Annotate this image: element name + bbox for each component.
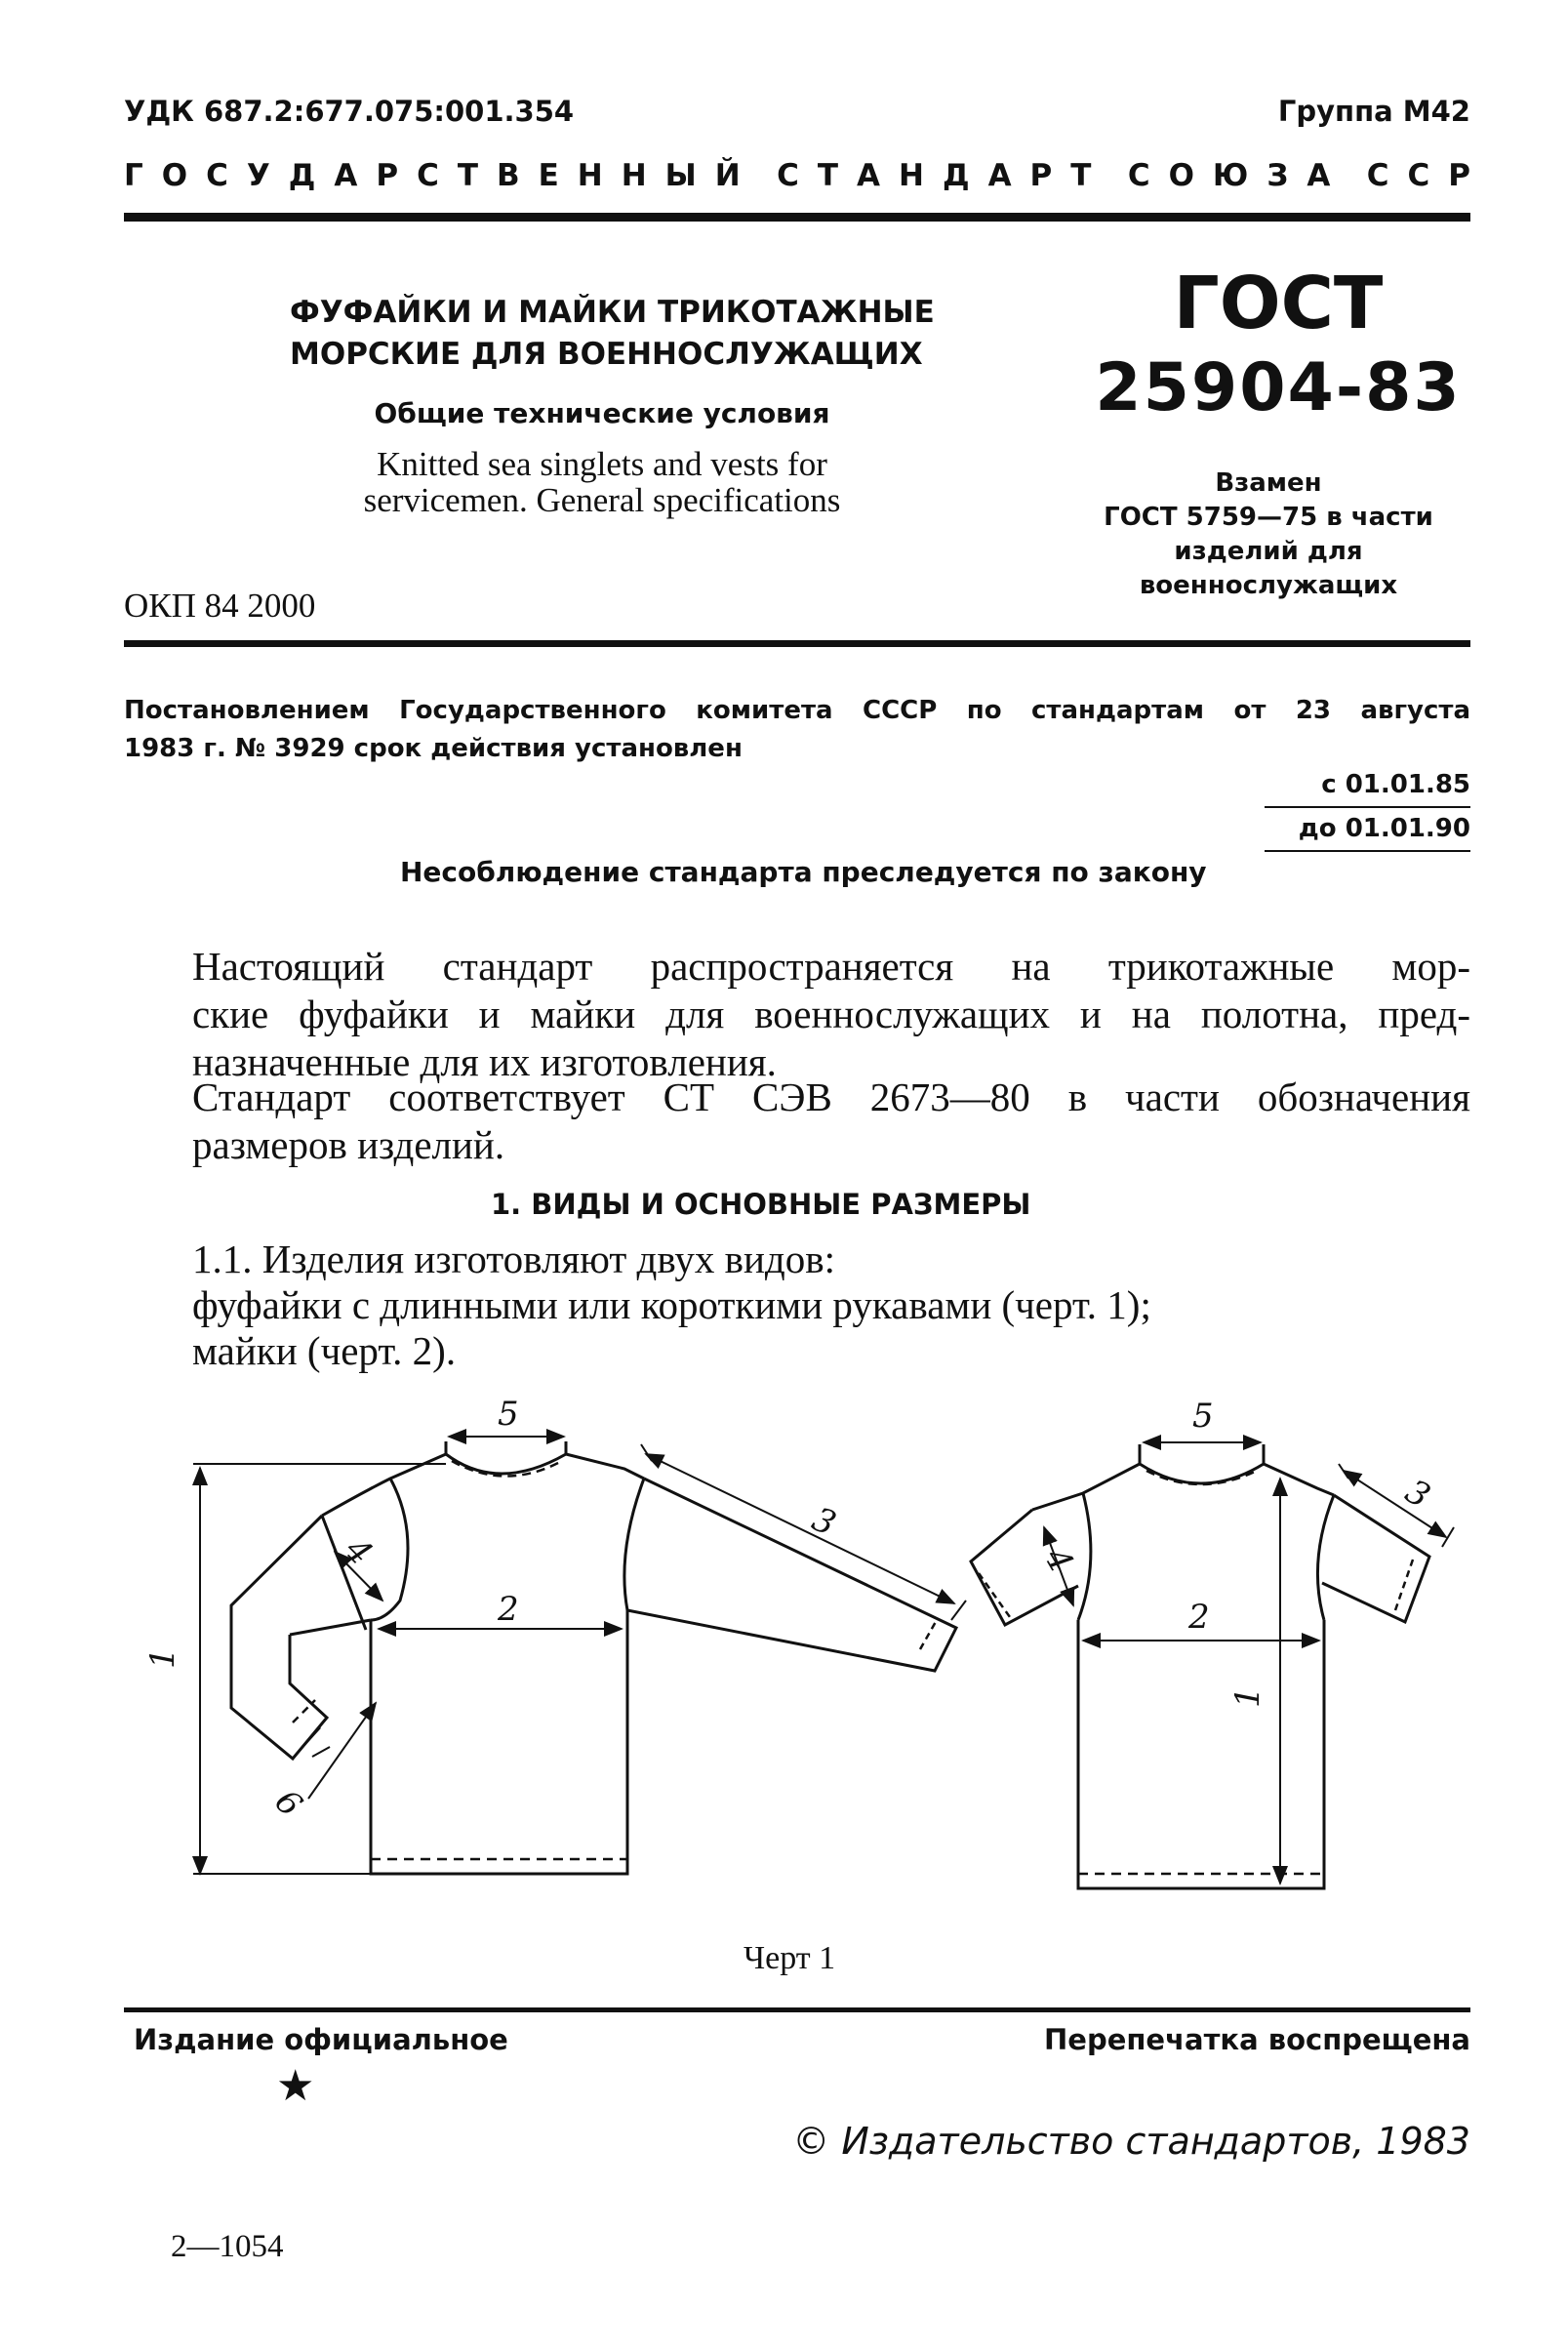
decree-line-1: Постановлением Государственного комитета СССР по стандартам от 23 августа xyxy=(124,696,1470,725)
compliance-notice: Несоблюдение стандарта преследуется по закону xyxy=(400,856,1207,888)
item-1-1: 1.1. Изделия изготовляют двух видов: xyxy=(192,1236,836,1281)
title-line-1: ФУФАЙКИ И МАЙКИ ТРИКОТАЖНЫЕ xyxy=(290,295,935,330)
gost-number: 25904-83 xyxy=(1095,349,1462,426)
replaces-line-2: ГОСТ 5759—75 в части xyxy=(1104,503,1433,532)
title-line-2: МОРСКИЕ ДЛЯ ВОЕННОСЛУЖАЩИХ xyxy=(290,337,923,372)
paragraph-scope-line-1: Настоящий стандарт распространяется на трикотажные мор- xyxy=(192,944,1470,989)
english-title-line-2: servicemen. General specifications xyxy=(363,481,841,519)
replaces-line-3: изделий для xyxy=(1174,537,1363,566)
replaces-line-1: Взамен xyxy=(1215,468,1322,498)
subtitle: Общие технические условия xyxy=(374,397,830,429)
banner-word-2: СТАНДАРТ xyxy=(777,158,1110,193)
short-dim-label-1: 1 xyxy=(1228,1686,1267,1708)
item-shirts: фуфайки с длинными или короткими рукавами (черт. 1); xyxy=(192,1282,1151,1327)
valid-to: до 01.01.90 xyxy=(1298,814,1470,843)
copyright: © Издательство стандартов, 1983 xyxy=(792,2120,1470,2163)
print-code: 2—1054 xyxy=(171,2229,284,2264)
short-dim-label-5: 5 xyxy=(1192,1397,1214,1436)
long-sleeve-shirt-outline xyxy=(231,1441,956,1874)
group-code: Группа М42 xyxy=(1277,95,1470,128)
item-vests: майки (черт. 2). xyxy=(192,1328,457,1373)
long-dim-label-1: 1 xyxy=(143,1647,182,1669)
paragraph-compliance-line-2: размеров изделий. xyxy=(192,1122,505,1167)
replaces-line-4: военнослужащих xyxy=(1139,571,1398,600)
long-dim-label-2: 2 xyxy=(498,1590,519,1629)
banner-word-4: ССР xyxy=(1366,158,1489,193)
valid-from: с 01.01.85 xyxy=(1321,770,1470,799)
paragraph-compliance-line-1: Стандарт соответствует СТ СЭВ 2673—80 в части обозначения xyxy=(192,1074,1470,1119)
udk-code: УДК 687.2:677.075:001.354 xyxy=(124,95,575,128)
okp-code: ОКП 84 2000 xyxy=(124,587,316,625)
banner-word-3: СОЮЗА xyxy=(1127,158,1349,193)
section-heading: 1. ВИДЫ И ОСНОВНЫЕ РАЗМЕРЫ xyxy=(491,1188,1031,1221)
paragraph-scope-line-3: назначенные для их изготовления. xyxy=(192,1039,777,1084)
figure-caption: Черт 1 xyxy=(744,1940,836,1976)
footer-rule xyxy=(124,2007,1470,2012)
paragraph-scope-line-2: ские фуфайки и майки для военнослужащих и на полотна, пред- xyxy=(192,992,1470,1036)
short-sleeve-shirt-outline xyxy=(971,1444,1429,1888)
banner-word-1: ГОСУДАРСТВЕННЫЙ xyxy=(124,158,759,193)
decree-line-2: 1983 г. № 3929 срок действия установлен xyxy=(124,734,743,763)
gost-label: ГОСТ xyxy=(1173,262,1384,345)
short-dim-label-4: 4 xyxy=(1036,1541,1081,1580)
star-icon: ★ xyxy=(276,2061,315,2111)
reprint-notice: Перепечатка воспрещена xyxy=(1044,2023,1470,2056)
long-dim-label-5: 5 xyxy=(498,1395,519,1434)
long-dim-label-3: 3 xyxy=(806,1499,842,1545)
english-title-line-1: Knitted sea singlets and vests for xyxy=(377,445,827,483)
short-dim-label-2: 2 xyxy=(1188,1598,1210,1637)
long-dim-label-6: 6 xyxy=(266,1782,310,1825)
short-dim-label-3: 3 xyxy=(1398,1472,1437,1517)
edition-label: Издание официальное xyxy=(134,2023,508,2056)
long-dim-label-4: 4 xyxy=(337,1530,381,1573)
